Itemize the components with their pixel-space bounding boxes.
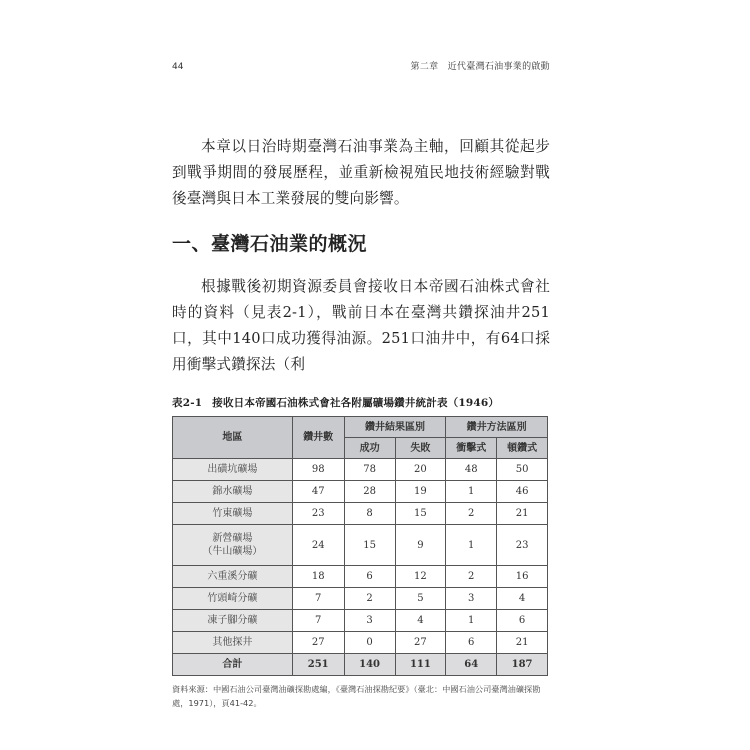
cell-failure: 15	[395, 503, 446, 525]
cell-percussion: 1	[446, 610, 497, 632]
cell-percussion: 1	[446, 481, 497, 503]
header-wells: 鑽井數	[292, 417, 344, 459]
cell-wells: 27	[292, 632, 344, 654]
well-statistics-table	[172, 416, 548, 676]
cell-rotary: 6	[497, 610, 548, 632]
total-wells: 251	[292, 654, 344, 676]
cell-success: 8	[344, 503, 395, 525]
cell-success: 3	[344, 610, 395, 632]
cell-rotary: 4	[497, 588, 548, 610]
cell-failure: 9	[395, 525, 446, 566]
cell-rotary: 23	[497, 525, 548, 566]
header-percussion: 衝擊式	[446, 438, 497, 459]
cell-wells: 24	[292, 525, 344, 566]
cell-failure: 20	[395, 459, 446, 481]
header-method-group: 鑽井方法區別	[446, 417, 548, 438]
cell-success: 28	[344, 481, 395, 503]
cell-failure: 12	[395, 566, 446, 588]
total-rotary: 187	[497, 654, 548, 676]
cell-region: 竹東礦場	[173, 503, 293, 525]
cell-success: 6	[344, 566, 395, 588]
cell-region-main: 新營礦場	[212, 533, 253, 544]
table-caption	[172, 396, 550, 411]
cell-wells: 98	[292, 459, 344, 481]
table-row	[173, 503, 548, 525]
page-column	[172, 60, 550, 710]
body-paragraph: 根據戰後初期資源委員會接收日本帝國石油株式會社時的資料（見表2-1），戰前日本在臺灣共鑽探油井251口，其中140口成功獲得油源。251口油井中，有64口採用衝擊式鑽探法（利	[172, 278, 550, 373]
cell-success: 15	[344, 525, 395, 566]
cell-percussion: 2	[446, 503, 497, 525]
table-row	[173, 610, 548, 632]
cell-rotary: 46	[497, 481, 548, 503]
table-row	[173, 525, 548, 566]
table-header-row	[173, 417, 548, 438]
cell-rotary: 21	[497, 503, 548, 525]
cell-region: 其他探井	[173, 632, 293, 654]
header-result-group: 鑽井結果區別	[344, 417, 446, 438]
section-heading: 一、臺灣石油業的概況	[172, 233, 368, 255]
chapter-title: 第二章 近代臺灣石油事業的啟動	[410, 62, 550, 72]
table-row	[173, 632, 548, 654]
cell-region: 竹頭崎分礦	[173, 588, 293, 610]
cell-wells: 7	[292, 588, 344, 610]
cell-success: 78	[344, 459, 395, 481]
cell-failure: 27	[395, 632, 446, 654]
cell-percussion: 3	[446, 588, 497, 610]
table-row	[173, 566, 548, 588]
total-failure: 111	[395, 654, 446, 676]
table-row	[173, 459, 548, 481]
cell-rotary: 50	[497, 459, 548, 481]
cell-wells: 47	[292, 481, 344, 503]
table-number: 表2-1	[172, 397, 203, 409]
cell-region: 凍子腳分礦	[173, 610, 293, 632]
cell-wells: 7	[292, 610, 344, 632]
total-percussion: 64	[446, 654, 497, 676]
header-region: 地區	[173, 417, 293, 459]
table-row	[173, 481, 548, 503]
total-label: 合計	[173, 654, 293, 676]
intro-paragraph: 本章以日治時期臺灣石油事業為主軸，回顧其從起步到戰爭期間的發展歷程，並重新檢視殖民地技術經驗對戰後臺灣與日本工業發展的雙向影響。	[172, 138, 550, 207]
cell-wells: 23	[292, 503, 344, 525]
cell-wells: 18	[292, 566, 344, 588]
total-success: 140	[344, 654, 395, 676]
cell-failure: 4	[395, 610, 446, 632]
cell-region: 錦水礦場	[173, 481, 293, 503]
cell-percussion: 6	[446, 632, 497, 654]
cell-percussion: 2	[446, 566, 497, 588]
cell-region-sub: （牛山礦場）	[202, 546, 263, 557]
cell-success: 0	[344, 632, 395, 654]
cell-failure: 5	[395, 588, 446, 610]
table-title: 接收日本帝國石油株式會社各附屬礦場鑽井統計表（1946）	[212, 397, 500, 409]
cell-failure: 19	[395, 481, 446, 503]
page-number: 44	[172, 62, 184, 72]
cell-rotary: 16	[497, 566, 548, 588]
header-rotary: 頓鑽式	[497, 438, 548, 459]
cell-success: 2	[344, 588, 395, 610]
running-head	[172, 60, 550, 74]
cell-region: 六重溪分礦	[173, 566, 293, 588]
header-success: 成功	[344, 438, 395, 459]
source-note: 資料來源：中國石油公司臺灣油礦探勘處編，《臺灣石油探勘紀要》（臺北：中國石油公司臺灣油礦探勘處，1971），頁41-42。	[172, 684, 541, 708]
table-total-row	[173, 654, 548, 676]
cell-rotary: 21	[497, 632, 548, 654]
cell-region: 出磺坑礦場	[173, 459, 293, 481]
table-row	[173, 588, 548, 610]
header-failure: 失敗	[395, 438, 446, 459]
cell-percussion: 48	[446, 459, 497, 481]
cell-region	[173, 525, 293, 566]
cell-percussion: 1	[446, 525, 497, 566]
